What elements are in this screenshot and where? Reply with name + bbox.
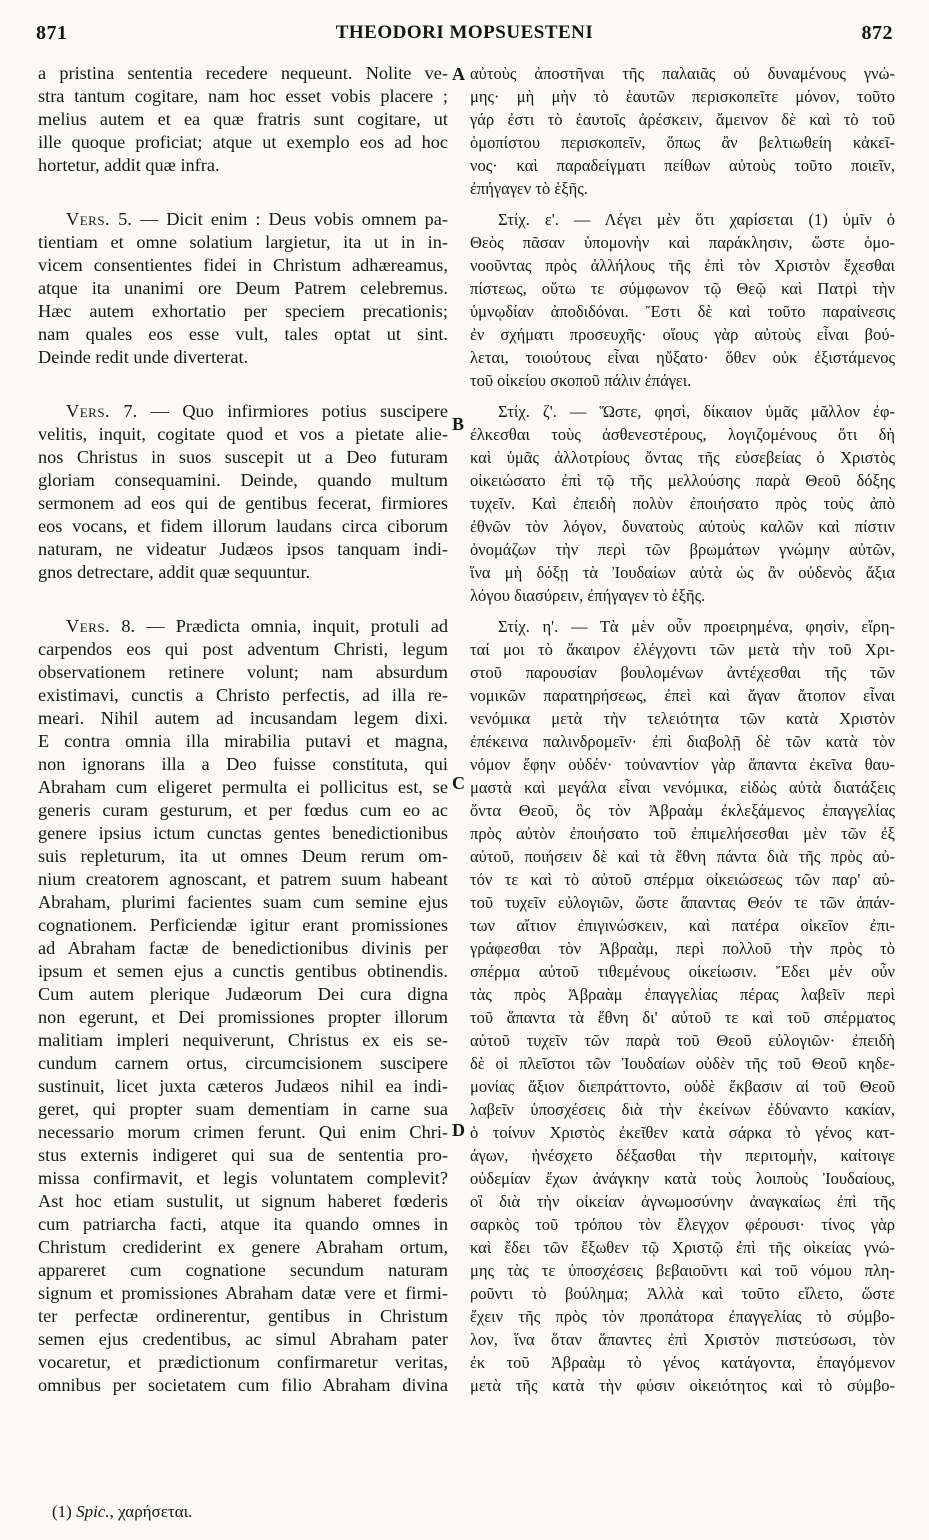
right-page-number: 872 [861, 22, 893, 44]
greek-line: ὁ τοίνυν Χριστὸς ἐκεῖθεν κατὰ σάρκα τὸ γένος κατ- [470, 1123, 895, 1142]
footnote [52, 1502, 192, 1522]
latin-line: stra tantum cogitare, nam hoc esset vobis placere ; [38, 86, 448, 106]
greek-line: νενόμικα μετὰ τὴν τελειότητα τῶν κατὰ Χριστὸν [470, 709, 895, 728]
latin-line: Deinde redit unde diverterat. [38, 347, 249, 367]
greek-line: τοῦ ἅπαντα τὰ ἔθνη δι' αὐτοῦ τε καὶ τοῦ σπέρματος [470, 1008, 895, 1027]
latin-line: non ignorans illa a Deo fuisse constituta, qui [38, 754, 448, 774]
latin-line: necessario morum crimen ferunt. Qui enim Chri- [38, 1122, 448, 1142]
greek-line: στοῦ παρουσίαν βουλομένων ἀντέχεσθαι τῆς τῶν [470, 663, 895, 682]
latin-line: meari. Nihil autem ad incusandam legem dixi. [38, 708, 448, 728]
greek-line: πίστεως, οὕτω τε σύμφωνον τῷ Θεῷ καὶ Πατρὶ τὴν [470, 279, 895, 298]
greek-line: μετὰ τῆς κατὰ τὴν φύσιν οἰκειότητος καὶ τὸ σύμβο- [470, 1376, 895, 1395]
greek-line: ἵνα μὴ δόξῃ τὰ Ἰουδαίων αὐτὰ ὡς ἂν οὐδενὸς ἄξια [470, 563, 895, 582]
column-marker-b: B [452, 414, 465, 434]
verse-label: Vers. [66, 209, 111, 229]
latin-line: semen ejus credentibus, ac simul Abraham pater [38, 1329, 448, 1349]
verse-label: Vers. [66, 616, 111, 636]
greek-line: ὄντα Θεοῦ, ὃς τὸν Ἀβραὰμ ἐκλεξάμενος ἐπαγγελίας [470, 801, 895, 820]
greek-line: νομικῶν παρατηρήσεως, ἐπεὶ καὶ ἄγαν ἄτοπον εἶναι [470, 686, 895, 705]
greek-line: τοῦ οἰκείου σκοποῦ πάλιν ἐπάγει. [470, 371, 692, 390]
greek-line: καὶ ὑμᾶς ἀλλοτρίους ὄντας τῆς εὐσεβείας ὁ Χριστὸς [470, 448, 895, 467]
greek-verse-heading: Στίχ. ζ'. — Ὥστε, φησὶ, δίκαιον ὑμᾶς μᾶλλον ἐφ- [498, 402, 895, 421]
greek-line: λόγου διασύρειν, ἐπήγαγεν τὸ ἑξῆς. [470, 586, 706, 605]
latin-line: Abraham cum eligeret permulta ei pollicitus est, se [38, 777, 448, 797]
greek-line: τοῦ τυχεῖν εὐλογιῶν, ὥστε ἅπαντας Θεόν τε τῶν ἁπάν- [470, 893, 895, 912]
latin-line: stus externis indigeret qui sua de sententia pro- [38, 1145, 448, 1165]
greek-line: πρὸς αὐτὸν ἐποιήσατο τοῦ ἐπιμελήσεσθαι μὲν τῶν ἐξ [470, 824, 895, 843]
greek-line: οἳ διὰ τὴν οἰκείαν ἀγνωμοσύνην ἀναγκαίως ἐπὶ τῆς [470, 1192, 895, 1211]
latin-line: non egerunt, et Dei promissiones propter illorum [38, 1007, 448, 1027]
greek-line: ἐπήγαγεν τὸ ἑξῆς. [470, 179, 588, 198]
footnote-text: , χαρήσεται. [109, 1502, 193, 1521]
greek-line: τόν τε καὶ τὸ αὐτοῦ σπέρμα οἰκειώσεως τῶν παρ' αὐ- [470, 870, 895, 889]
greek-line: ἔχειν τῆς πρὸς τὸν προπάτορα ἐπαγγελίας τὸ σύμβο- [470, 1307, 895, 1326]
latin-line: Hæc autem exhortatio per speciem precationis; [38, 301, 448, 321]
greek-line: ἐπέκεινα παλινδρομεῖν· ἐπὶ διαβολῇ δὲ τῶν κατὰ τὸν [470, 732, 895, 751]
latin-line: geret, qui propter suam dementiam in carne sua [38, 1099, 448, 1119]
footnote-source: Spic. [76, 1502, 110, 1521]
greek-line: ὀνομάζων τὴν περὶ τῶν βρωμάτων γνώμην αὐτῶν, [470, 540, 895, 559]
latin-verse-heading [66, 208, 448, 231]
latin-line: suis repleturum, ita ut omnes Deum rerum om- [38, 846, 448, 866]
greek-line: γάρ ἐστι τὸ ἑαυτοῖς ἀρέσκειν, ἄμεινον δὲ καὶ τὸ τοῦ [470, 110, 895, 129]
latin-line: hortetur, addit quæ infra. [38, 155, 220, 175]
latin-line: ter perfectæ ordinerentur, gentibus in Christum [38, 1306, 448, 1326]
latin-line: malitiam impleri nequiverunt, Christus ex eis se- [38, 1030, 448, 1050]
greek-line: λαβεῖν ὑποσχέσεις διὰ τὴν ἐκείνων ἐδύναντο κακίαν, [470, 1100, 895, 1119]
greek-line: δὲ οἱ πλεῖστοι τῶν Ἰουδαίων οὐδὲν τῆς τοῦ Θεοῦ κηδε- [470, 1054, 895, 1073]
running-header [36, 22, 893, 48]
latin-line: E contra omnia illa mirabilia putavi et magna, [38, 731, 448, 751]
latin-line: cognationem. Perficiendæ igitur erant promissiones [38, 915, 448, 935]
column-marker-d: D [452, 1120, 465, 1140]
latin-line: tientiam et omne solatium largietur, ita ut in in- [38, 232, 448, 252]
latin-line: observationem retinere volunt; nam absurdum [38, 662, 448, 682]
greek-line: άγων, ἠνέσχετο δέξασθαι τὴν περιτομὴν, καίτοιγε [470, 1146, 895, 1165]
column-marker-a: A [452, 64, 465, 84]
latin-line: missa confirmavit, et legis voluntatem complevit? [38, 1168, 448, 1188]
greek-line: νόμον ἔφην οὐδέν· τοὐναντίον γὰρ ἅπαντα ἐκεῖνα θαυ- [470, 755, 895, 774]
verse-text: 5. — Dicit enim : Deus vobis omnem pa- [110, 209, 448, 229]
footnote-number: (1) [52, 1502, 72, 1521]
greek-line: σαρκὸς τοῦ τρόπου τὸν ἔλεγχον φέρουσι· τίνος γὰρ [470, 1215, 895, 1234]
greek-line: μονίας ἄξιον διεπράττοντο, οὐδὲ ἔκβασιν αἱ τοῦ Θεοῦ [470, 1077, 895, 1096]
latin-line: generis curam gesturum, et per fœdus cum eo ac [38, 800, 448, 820]
latin-line: vicem consentientes fidei in Christum adhæreamus, [38, 255, 448, 275]
running-title: THEODORI MOPSUESTENI [335, 22, 594, 43]
greek-line: μης· μὴ μὴν τὸ ἑαυτῶν περισκοπεῖτε μόνον, τοῦτο [470, 87, 895, 106]
verse-text: 7. — Quo infirmiores potius suscipere [110, 401, 448, 421]
latin-line: signum et promissiones Abraham datæ vere et firmi- [38, 1283, 448, 1303]
greek-verse-heading: Στίχ. ε'. — Λέγει μὲν ὅτι χαρίσεται (1) ὑμῖν ὁ [498, 210, 895, 229]
latin-line: ipsum et semen ejus a cunctis gentibus obtinendis. [38, 961, 448, 981]
latin-line: carpendos eos qui post adventum Christi, legum [38, 639, 448, 659]
latin-line: sustinuit, licet juxta cæteros Judæos nihil ea indi- [38, 1076, 448, 1096]
greek-line: νοοῦντας πρὸς ἀλλήλους τῆς ἐπὶ τὸν Χριστὸν ἔχεσθαι [470, 256, 895, 275]
latin-line: vocaretur, et prædictionum confirmaretur veritas, [38, 1352, 448, 1372]
verse-label: Vers. [66, 401, 111, 421]
column-marker-c: C [452, 773, 465, 793]
latin-line: nos Christus in suos suscepit ut a Deo futuram [38, 447, 448, 467]
greek-line: ἐκ τοῦ Ἀβραὰμ τὸ γένος κατάγοντα, ἐπαγόμενον [470, 1353, 895, 1372]
greek-line: ἐν σχήματι προσευχῆς· οἵους γὰρ αὐτοὺς εἶναι βού- [470, 325, 895, 344]
greek-line: των αἴτιον ἐπιγινώσκειν, καὶ πατέρα οἰκεῖον ἐπι- [470, 916, 895, 935]
latin-line: nam quales eos esse vult, tales optat ut sint. [38, 324, 448, 344]
latin-line: naturam, ne videatur Judæos ipsos tanquam indi- [38, 539, 448, 559]
greek-line: τυχεῖν. Καὶ ἐπειδὴ πολὺν ἐποιήσατο πρὸς τοὺς ἀπὸ [470, 494, 895, 513]
latin-line: atque ita unanimi ore Deum Patrem celebremus. [38, 278, 448, 298]
latin-line: ille quoque proficiat; atque ut exemplo eos ad hoc [38, 132, 448, 152]
latin-line: genere ipsius ictum cunctas gentes benedictionibus [38, 823, 448, 843]
greek-verse-heading: Στίχ. η'. — Τὰ μὲν οὖν προειρημένα, φησὶν, εἴρη- [498, 617, 895, 636]
latin-line: Cum autem plerique Judæorum Dei cura digna [38, 984, 448, 1004]
latin-line: appareret cum cognatione secundum naturam [38, 1260, 448, 1280]
greek-line: Θεὸς πᾶσαν ὑπομονὴν καὶ παράκλησιν, ὥστε ὁμο- [470, 233, 895, 252]
greek-line: ἐθνῶν τὸν λόγον, δυνατοὺς αὐτοὺς καλῶν καὶ πίστιν [470, 517, 895, 536]
latin-verse-heading [66, 615, 448, 638]
left-page-number: 871 [36, 22, 68, 44]
latin-line: Abraham, plurimi facientes suam cum semine ejus [38, 892, 448, 912]
greek-line: ταί μοι τὸ ἄκαιρον ἐλέγχοντι τῶν μετὰ τὴν τοῦ Χρι- [470, 640, 895, 659]
latin-line: ad Abraham factæ de benedictionibus divinis per [38, 938, 448, 958]
greek-line: καὶ ἔδει τῶν ἔξωθεν τῷ Χριστῷ ἐπὶ τῆς οἰκείας γνώ- [470, 1238, 895, 1257]
verse-text: 8. — Prædicta omnia, inquit, protuli ad [110, 616, 448, 636]
latin-line: Ast hoc etiam sustulit, ut signum haberet fœderis [38, 1191, 448, 1211]
latin-verse-heading [66, 400, 448, 423]
latin-line: cundum carnem ortus, circumcisionem suscipere [38, 1053, 448, 1073]
greek-line: τὰς πρὸς Ἀβραὰμ ἐπαγγελίας πέρας λαβεῖν περὶ [470, 985, 895, 1004]
latin-line: nium creatorem agnoscant, et patrem suum habeant [38, 869, 448, 889]
greek-line: έλκεσθαι τοὺς ἀσθενεστέρους, λογιζομένους ὅτι δὴ [470, 425, 895, 444]
greek-line: ροῦντι τὸ βούλημα; Ἀλλὰ καὶ τοῦτο εἵλετο, ὥστε [470, 1284, 895, 1303]
latin-line: omnibus per societatem cum filio Abraham divina [38, 1375, 448, 1395]
greek-line: νος· καὶ παραδείγματι πείθων αὐτοὺς τοῦτο ποιεῖν, [470, 156, 895, 175]
greek-line: αὐτοὺς ἀποστῆναι τῆς παλαιᾶς οὐ δυναμένους γνώ- [470, 64, 895, 83]
greek-line: οἰκειώσατο ἐπὶ τῷ τῆς μελλούσης παρὰ Θεοῦ δόξης [470, 471, 895, 490]
greek-line: λον, ἵνα ὅταν ἅπαντες ἐπὶ Χριστὸν πιστεύσωσι, τὸν [470, 1330, 895, 1349]
greek-line: σπέρμα αὐτοῦ τιθεμένους οἰκείωσιν. Ἔδει μὲν οὖν [470, 962, 895, 981]
latin-line: Christum crediderint ex genere Abraham ortum, [38, 1237, 448, 1257]
greek-line: μαστὰ καὶ μεγάλα εἶναι νενόμικα, εἰδὼς αὐτὰ διατάξεις [470, 778, 895, 797]
latin-line: gnos detrectare, addit quæ sequuntur. [38, 562, 311, 582]
greek-line: μης τὰς τε ὑποσχέσεις βεβαιοῦντι καὶ τοῦ νόμου πλη- [470, 1261, 895, 1280]
greek-line: αὐτοῦ, ποιήσειν δὲ καὶ τὰ ἔθνη πάντα διὰ τῆς πρὸς αὐ- [470, 847, 895, 866]
greek-line: αὐτοῦ τυχεῖν τῶν παρὰ τοῦ Θεοῦ εὐλογιῶν· ἐπειδὴ [470, 1031, 895, 1050]
latin-line: cum patriarcha facti, atque ita quando omnes in [38, 1214, 448, 1234]
latin-line: melius autem et ea quæ fratris sunt cogitare, ut [38, 109, 448, 129]
greek-line: οὐδεμίαν ἔχων ἀνάγκην κατὰ τοὺς λοιποὺς Ἰουδαίους, [470, 1169, 895, 1188]
greek-line: ὁμοπίστου περισκοπεῖν, ὅπως ἂν βελτιωθείη κἀκεῖ- [470, 133, 895, 152]
latin-line: existimavi, cunctis a Christo perfectis, ad illa re- [38, 685, 448, 705]
latin-line: eos vocans, et fidem illorum laudans circa ciborum [38, 516, 448, 536]
latin-line: gloriam consequamini. Deinde, quando multum [38, 470, 448, 490]
greek-line: ὑμνῳδίαν ἀποδιδόναι. Ἔστι δὲ καὶ τοῦτο παραίνεσις [470, 302, 895, 321]
greek-line: λεται, τοιούτους εἶναι ηὔξατο· ὅθεν οὐκ ἐξιστάμενος [470, 348, 895, 367]
latin-line: sermonem ad eos qui de gentibus fecerat, firmiores [38, 493, 448, 513]
latin-line: a pristina sententia recedere nequeunt. Nolite ve- [38, 63, 448, 83]
latin-line: velitis, inquit, cogitate quod et vos a pietate alie- [38, 424, 448, 444]
greek-line: γράφεσθαι τὸν Ἀβραὰμ, περὶ πολλοῦ τὴν πρὸς τὸ [470, 939, 895, 958]
